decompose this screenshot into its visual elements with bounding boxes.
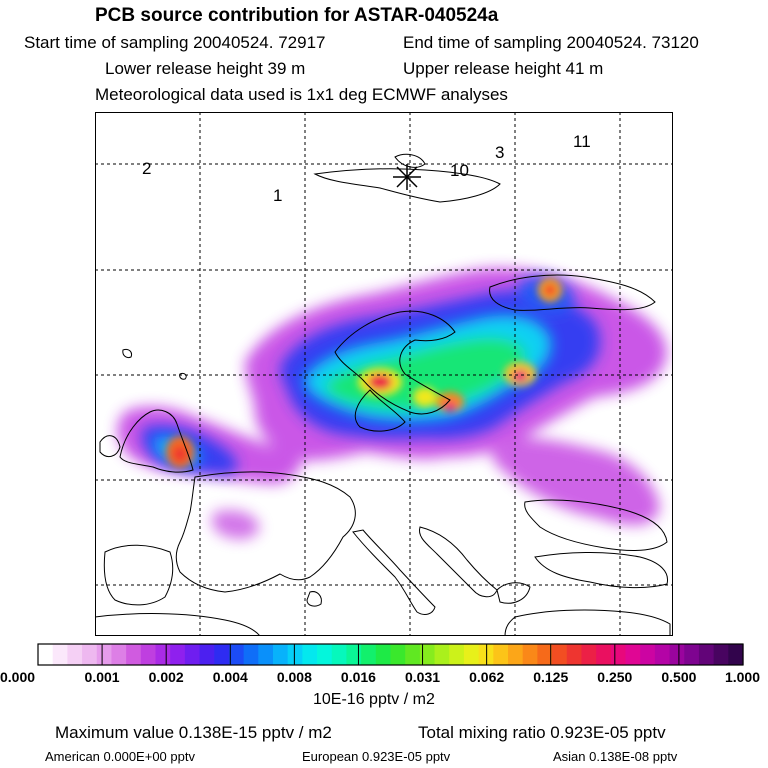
maximum-value: Maximum value 0.138E-15 pptv / m2 [55,723,332,742]
colorbar-cell [170,644,185,665]
trajectory-label-2: 2 [142,159,152,178]
colorbar-cell [449,644,464,665]
sampling-end: End time of sampling 20040524. 73120 [403,33,699,52]
colorbar-cell [214,644,229,665]
american-contribution: American 0.000E+00 pptv [45,749,195,764]
trajectory-label-10: 10 [450,161,469,180]
colorbar-cell [288,644,303,665]
receptor-marker [393,164,421,190]
colorbar-tick-label: 0.062 [469,669,505,685]
colorbar-cell [508,644,523,665]
concentration-map [95,112,673,636]
colorbar-cell [464,644,479,665]
colorbar-cell [361,644,376,665]
colorbar-tick-label: 0.004 [212,669,248,685]
colorbar-cell [156,644,171,665]
colorbar-cell [82,644,97,665]
colorbar-cell [391,644,406,665]
colorbar-tick-label: 0.016 [340,669,376,685]
colorbar-cell [596,644,611,665]
colorbar-cell [346,644,361,665]
colorbar-tick-label: 1.000 [724,669,760,685]
colorbar-cell [229,644,244,665]
colorbar-cell [185,644,200,665]
trajectory-label-1: 1 [273,186,283,205]
colorbar-cell [67,644,82,665]
total-mixing-ratio: Total mixing ratio 0.923E-05 pptv [418,723,666,742]
colorbar-cell [699,644,714,665]
colorbar-cell [141,644,156,665]
colorbar-cell [302,644,317,665]
colorbar-cell [684,644,699,665]
upper-release-height: Upper release height 41 m [403,59,604,78]
colorbar-cell [200,644,215,665]
colorbar-cell [670,644,685,665]
colorbar-cell [405,644,420,665]
colorbar-tick-label: 0.250 [597,669,633,685]
colorbar-cell [640,644,655,665]
colorbar-cell [317,644,332,665]
colorbar-cell [97,644,112,665]
colorbar-cell [332,644,347,665]
colorbar-cell [493,644,508,665]
colorbar-tick-label: 0.008 [276,669,312,685]
colorbar-cell [567,644,582,665]
colorbar-tick-label: 0.031 [405,669,441,685]
colorbar-cell [273,644,288,665]
colorbar-cell [111,644,126,665]
colorbar-cell [244,644,259,665]
colorbar-cell [38,644,53,665]
colorbar-cell [258,644,273,665]
lower-release-height: Lower release height 39 m [105,59,306,78]
trajectory-label-11: 11 [573,132,591,151]
plot-title: PCB source contribution for ASTAR-040524a [95,5,499,26]
colorbar-cell [126,644,141,665]
colorbar-cell [581,644,596,665]
met-data-note: Meteorological data used is 1x1 deg ECMWF analyses [95,85,508,104]
sampling-start: Start time of sampling 20040524. 72917 [24,33,326,52]
colorbar-tick-label: 0.000 [0,669,36,685]
colorbar-tick-label: 0.500 [661,669,697,685]
colorbar-tick-label: 0.125 [533,669,569,685]
colorbar-cell [714,644,729,665]
colorbar-cell [626,644,641,665]
colorbar-cell [435,644,450,665]
colorbar-cell [611,644,626,665]
colorbar-unit: 10E-16 pptv / m2 [313,691,435,708]
colorbar-cell [376,644,391,665]
colorbar-tick-label: 0.001 [84,669,120,685]
trajectory-label-3: 3 [495,143,505,162]
colorbar-cell [655,644,670,665]
colorbar-cell [552,644,567,665]
colorbar-tick-label: 0.002 [148,669,184,685]
colorbar-cells [38,644,744,665]
european-contribution: European 0.923E-05 pptv [302,749,451,764]
asian-contribution: Asian 0.138E-08 pptv [553,749,678,764]
colorbar-cell [523,644,538,665]
colorbar-cell [728,644,743,665]
colorbar-cell [53,644,68,665]
